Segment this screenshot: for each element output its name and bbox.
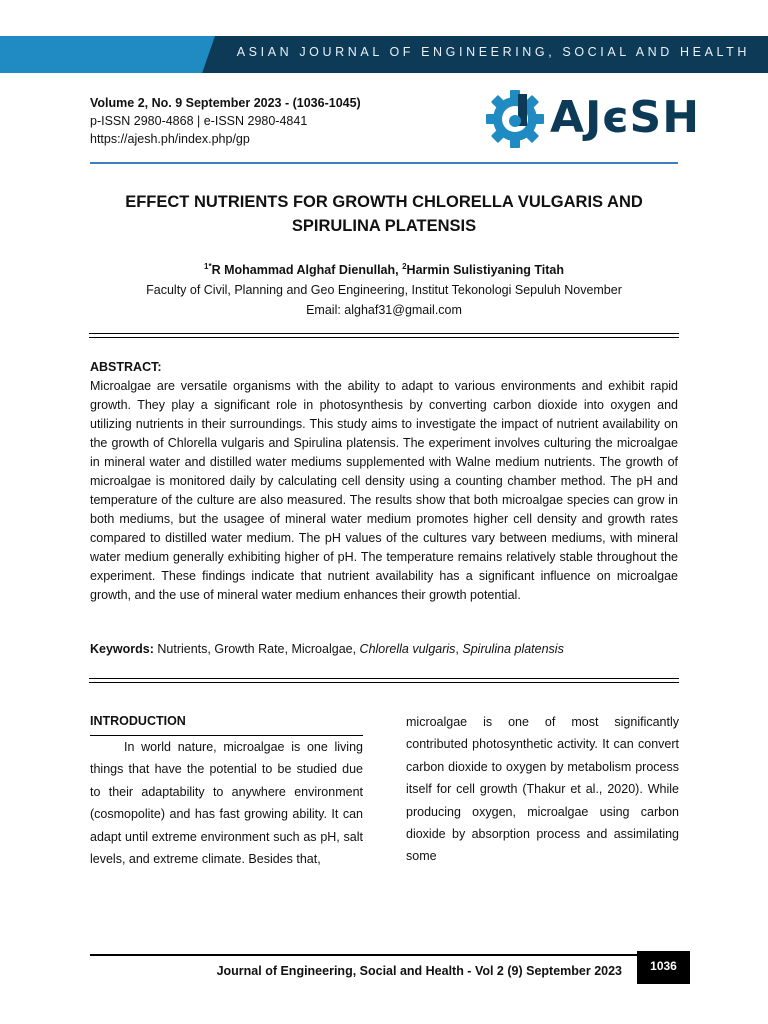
journal-url[interactable]: https://ajesh.ph/index.php/gp: [90, 132, 250, 146]
banner-accent: [0, 36, 215, 73]
title-line: SPIRULINA PLATENSIS: [291, 217, 477, 235]
keywords-text: Nutrients, Growth Rate, Microalgae,: [153, 642, 360, 656]
author-name: R Mohammad Alghaf Dienullah,: [211, 263, 403, 278]
page-number: 1036: [637, 951, 690, 984]
journal-banner: [0, 36, 768, 73]
gear-logo-icon: [484, 88, 546, 150]
volume-info: Volume 2, No. 9 September 2023 - (1036-1045): [90, 96, 361, 110]
footer-citation: Journal of Engineering, Social and Health - Vol 2 (9) September 2023: [216, 964, 622, 978]
journal-logo: [484, 88, 701, 150]
intro-column-left: In world nature, microalgae is one living things that have the potential to be studied due to their adaptability to anywhere environment (cosmopolite) and has fast growing ability. It can adapt until extreme environment such as pH, salt levels, and extreme climate. Besides that,: [90, 740, 363, 867]
intro-column-right: microalgae is one of most significantly contributed photosynthetic activity. It can convert carbon dioxide to oxygen by metabolism process itself for cell growth (Thakur et al., 2020). While producing oxygen, microalgae using carbon dioxide by absorption process and assimilating some: [406, 715, 679, 864]
header-divider: [90, 162, 678, 164]
paper-title: [90, 190, 678, 238]
author-superscript: 1*: [204, 262, 212, 271]
issue-meta: [90, 94, 361, 148]
author-superscript: 2: [402, 262, 407, 271]
author-name: Harmin Sulistiyaning Titah: [406, 263, 564, 278]
author-email: Email: alghaf31@gmail.com: [306, 303, 462, 318]
abstract-heading: ABSTRACT:: [90, 360, 162, 374]
abstract-section: [90, 358, 678, 605]
footer-rule: [90, 954, 637, 956]
keyword-species: Spirulina platensis: [462, 642, 564, 656]
double-rule: [89, 333, 679, 338]
double-rule: [89, 678, 679, 683]
issn-info: p-ISSN 2980-4868 | e-ISSN 2980-4841: [90, 114, 308, 128]
keywords-label: Keywords:: [90, 642, 154, 656]
affiliation: Faculty of Civil, Planning and Geo Engineering, Institut Tekonologi Sepuluh November: [146, 283, 622, 298]
keywords-separator: ,: [455, 642, 463, 656]
author-names: [90, 257, 678, 280]
journal-name: ASIAN JOURNAL OF ENGINEERING, SOCIAL AND HEALTH: [236, 45, 750, 59]
author-block: [90, 257, 678, 320]
title-line: EFFECT NUTRIENTS FOR GROWTH CHLORELLA VULGARIS AND: [125, 193, 643, 211]
keywords: [90, 640, 678, 658]
abstract-body: Microalgae are versatile organisms with the ability to adapt to various environments and exhibit rapid growth. They play a significant role in photosynthesis by converting carbon dioxide into oxygen and utilizing nutrients in their surroundings. This study aims to investigate the impact of nutrient availability on the growth of Chlorella vulgaris and Spirulina platensis. The experiment involves culturing the microalgae in mineral water and distilled water mediums supplemented with Walne medium nutrients. The growth of microalgae is monitored daily by calculating cell density using a counting chamber method. The pH and temperature of the culture are also measured. The results show that both microalgae species can grow in both mediums, but the usagee of mineral water medium promotes higher cell density and growth rates compared to distilled water medium. The pH values of the cultures vary between mediums, with mineral water medium generally exhibiting higher of pH. The temperature remains relatively stable throughout the experiment. These findings indicate that nutrient availability has a significant influence on microalgae growth, and the use of mineral water medium enhances their growth potential.: [90, 379, 678, 602]
introduction-heading: INTRODUCTION: [90, 714, 186, 728]
logo-wordmark: AJєSH: [550, 92, 701, 143]
keyword-species: Chlorella vulgaris: [359, 642, 456, 656]
